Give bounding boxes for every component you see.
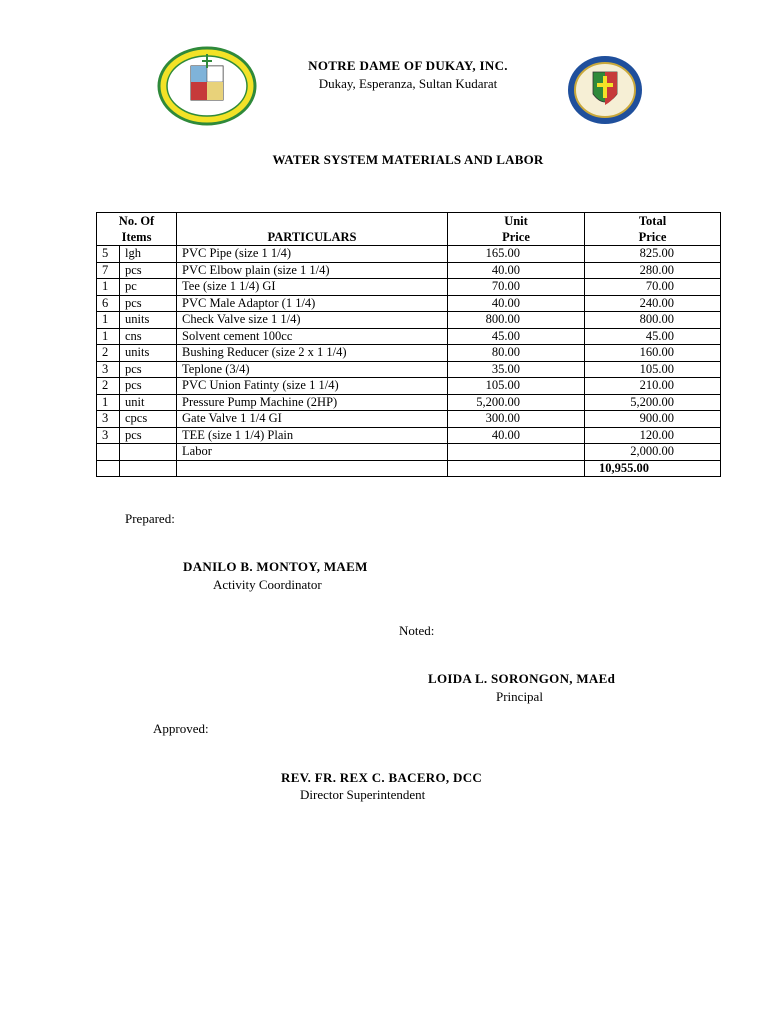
particulars-cell: Teplone (3/4) [177,361,448,378]
total-price-cell: 105.00 [585,361,721,378]
unit-of-measure-cell: lgh [120,246,177,263]
items-header-line2: Items [121,230,152,244]
unit-price-cell: 80.00 [448,345,585,362]
table-row [97,279,721,296]
blank-unit-cell [120,460,177,477]
unit-price-cell: 45.00 [448,328,585,345]
items-header-line1: No. Of [118,214,155,228]
unit-price-cell: 70.00 [448,279,585,296]
particulars-cell: PVC Pipe (size 1 1/4) [177,246,448,263]
noted-by-name: LOIDA L. SORONGON, MAEd [428,671,616,686]
particulars-cell: PVC Elbow plain (size 1 1/4) [177,262,448,279]
quantity-cell [97,444,120,461]
quantity-cell: 5 [97,246,120,263]
table-row [97,394,721,411]
particulars-column-header: PARTICULARS [177,213,448,246]
particulars-cell: Labor [177,444,448,461]
total-price-header-line2: Price [638,230,667,244]
unit-price-cell: 800.00 [448,312,585,329]
materials-table [96,212,721,477]
organization-name: NOTRE DAME OF DUKAY, INC. [308,58,508,73]
table-row [97,444,721,461]
particulars-cell: PVC Male Adaptor (1 1/4) [177,295,448,312]
table-row [97,328,721,345]
unit-price-column-header [448,213,585,246]
prepared-label: Prepared: [125,511,175,526]
quantity-cell: 1 [97,279,120,296]
particulars-cell: Check Valve size 1 1/4) [177,312,448,329]
blank-qty-cell [97,460,120,477]
prepared-by-name: DANILO B. MONTOY, MAEM [183,559,368,574]
archdiocesan-seal-logo [566,54,644,126]
quantity-cell: 2 [97,345,120,362]
unit-of-measure-cell: unit [120,394,177,411]
document-title: WATER SYSTEM MATERIALS AND LABOR [272,152,544,167]
total-price-cell: 2,000.00 [585,444,721,461]
quantity-cell: 7 [97,262,120,279]
organization-address: Dukay, Esperanza, Sultan Kudarat [318,76,498,91]
total-price-cell: 5,200.00 [585,394,721,411]
noted-label: Noted: [399,623,435,638]
particulars-cell: TEE (size 1 1/4) Plain [177,427,448,444]
unit-price-cell: 105.00 [448,378,585,395]
table-row [97,246,721,263]
unit-price-cell: 165.00 [448,246,585,263]
particulars-cell: Solvent cement 100cc [177,328,448,345]
unit-of-measure-cell: pcs [120,378,177,395]
quantity-cell: 1 [97,394,120,411]
table-header-row [97,213,721,246]
unit-of-measure-cell: cpcs [120,411,177,428]
grand-total-row [97,460,721,477]
unit-of-measure-cell: pcs [120,361,177,378]
quantity-cell: 6 [97,295,120,312]
total-price-cell: 120.00 [585,427,721,444]
noted-by-title: Principal [496,689,543,704]
particulars-cell: Gate Valve 1 1/4 GI [177,411,448,428]
quantity-cell: 2 [97,378,120,395]
blank-particulars-cell [177,460,448,477]
unit-price-cell: 40.00 [448,427,585,444]
particulars-cell: Pressure Pump Machine (2HP) [177,394,448,411]
table-row [97,378,721,395]
unit-price-cell: 40.00 [448,295,585,312]
particulars-cell: Tee (size 1 1/4) GI [177,279,448,296]
quantity-cell: 3 [97,411,120,428]
unit-of-measure-cell: cns [120,328,177,345]
total-price-column-header [585,213,721,246]
unit-of-measure-cell: pcs [120,262,177,279]
unit-of-measure-cell: units [120,312,177,329]
quantity-cell: 3 [97,427,120,444]
blank-unit-price-cell [448,460,585,477]
total-price-cell: 280.00 [585,262,721,279]
particulars-cell: PVC Union Fatinty (size 1 1/4) [177,378,448,395]
total-price-cell: 240.00 [585,295,721,312]
table-body [97,246,721,477]
unit-of-measure-cell: pc [120,279,177,296]
table-row [97,427,721,444]
unit-price-header-line1: Unit [504,214,528,228]
total-price-cell: 900.00 [585,411,721,428]
grand-total-cell: 10,955.00 [585,460,721,477]
particulars-cell: Bushing Reducer (size 2 x 1 1/4) [177,345,448,362]
unit-price-cell: 40.00 [448,262,585,279]
items-column-header [97,213,177,246]
quantity-cell: 1 [97,312,120,329]
total-price-cell: 210.00 [585,378,721,395]
total-price-header-line1: Total [638,214,667,228]
total-price-cell: 45.00 [585,328,721,345]
table-row [97,345,721,362]
total-price-cell: 70.00 [585,279,721,296]
table-row [97,262,721,279]
table-row [97,411,721,428]
unit-price-cell: 5,200.00 [448,394,585,411]
unit-price-cell: 300.00 [448,411,585,428]
quantity-cell: 1 [97,328,120,345]
total-price-cell: 160.00 [585,345,721,362]
unit-price-header-line2: Price [502,230,530,244]
total-price-cell: 825.00 [585,246,721,263]
unit-price-cell: 35.00 [448,361,585,378]
table-row [97,295,721,312]
unit-price-cell [448,444,585,461]
prepared-by-title: Activity Coordinator [213,577,322,592]
approved-by-title: Director Superintendent [300,787,426,802]
unit-of-measure-cell: pcs [120,427,177,444]
unit-of-measure-cell [120,444,177,461]
table-row [97,312,721,329]
unit-of-measure-cell: units [120,345,177,362]
approved-by-name: REV. FR. REX C. BACERO, DCC [281,770,483,785]
quantity-cell: 3 [97,361,120,378]
unit-of-measure-cell: pcs [120,295,177,312]
table-row [97,361,721,378]
approved-label: Approved: [153,721,209,736]
total-price-cell: 800.00 [585,312,721,329]
